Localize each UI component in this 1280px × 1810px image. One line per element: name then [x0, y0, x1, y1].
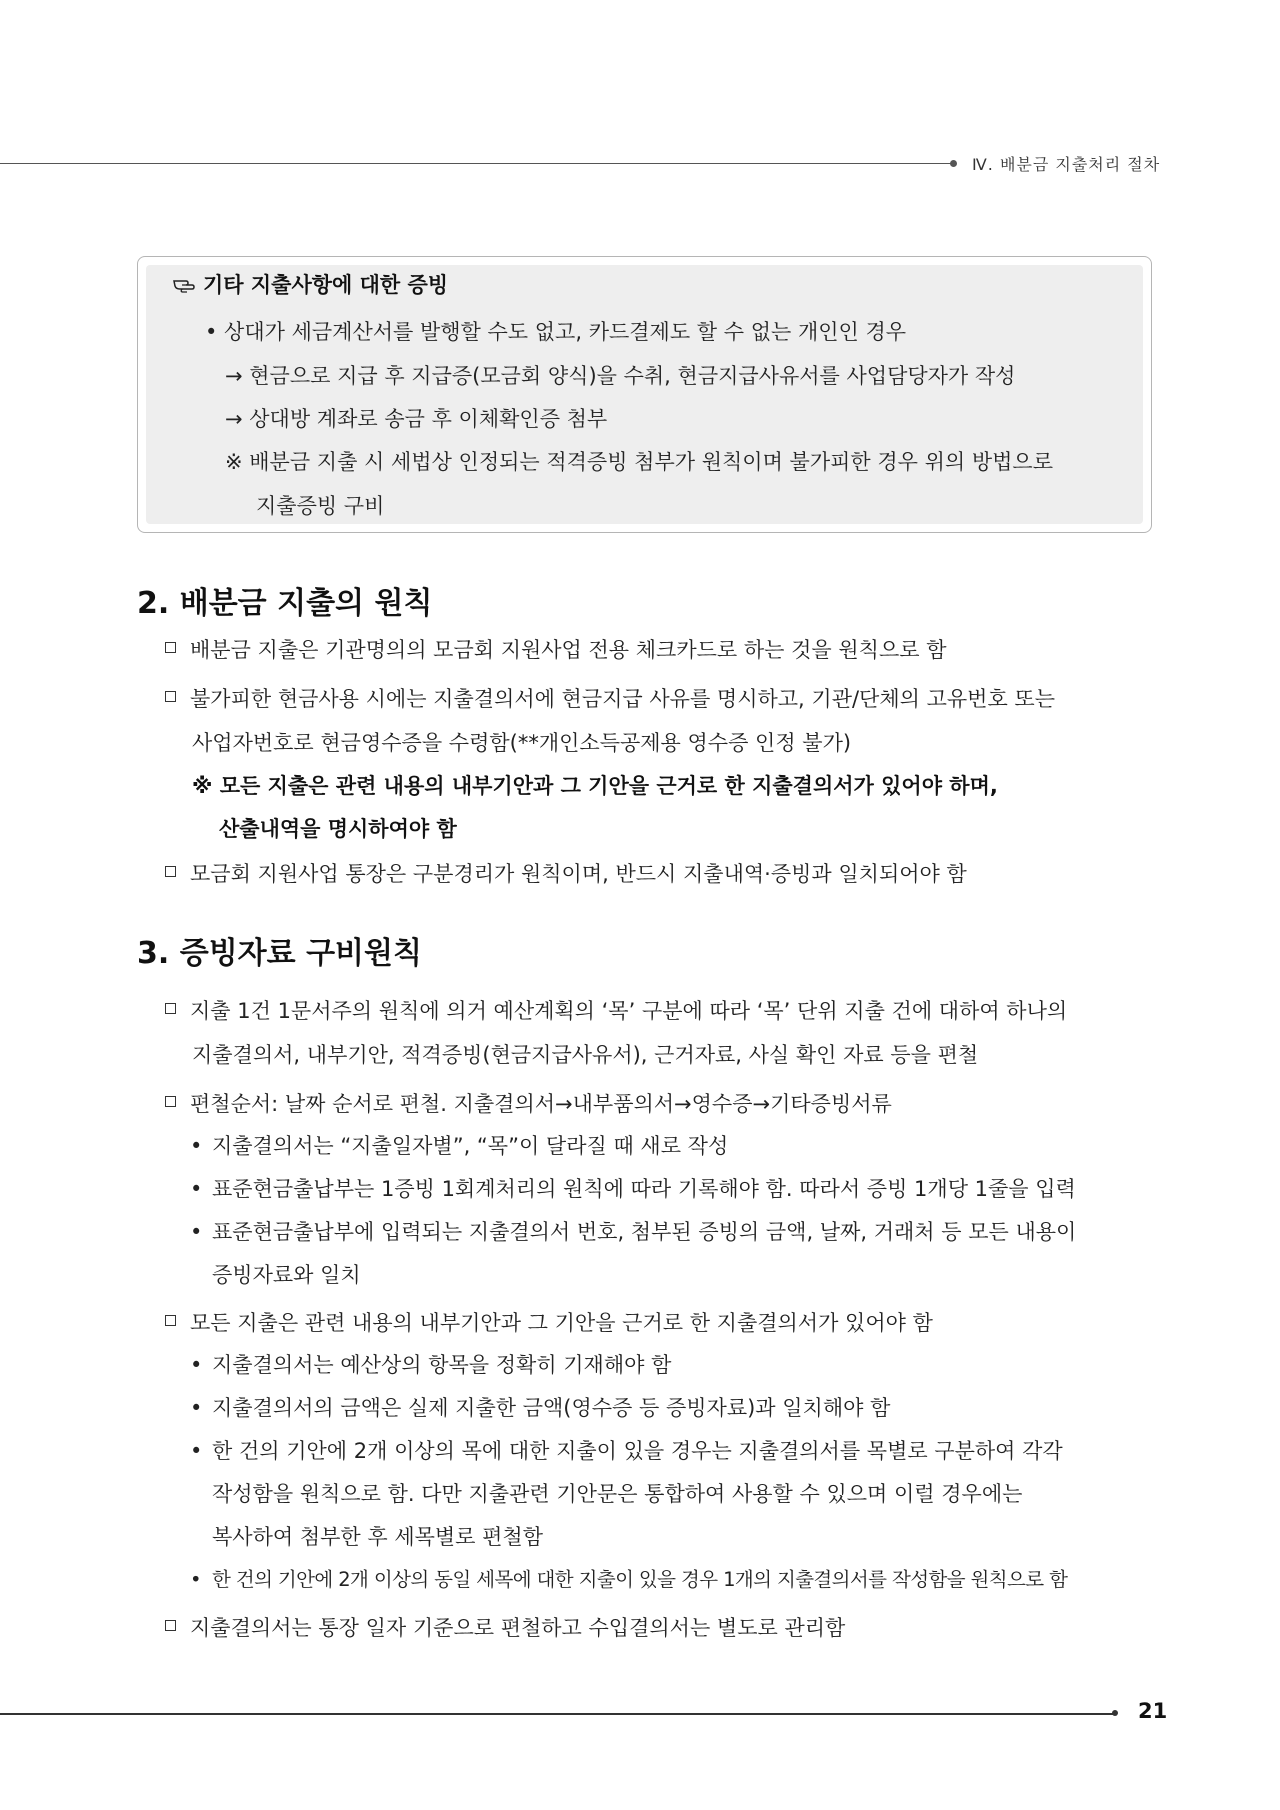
sub-item: • 한 건의 기안에 2개 이상의 목에 대한 지출이 있을 경우는 지출결의서를 목별로 구분하여 각각: [190, 1439, 1063, 1463]
square-bullet-icon: [165, 1003, 176, 1014]
square-bullet-icon: [165, 691, 176, 702]
list-item-continuation: 지출결의서, 내부기안, 적격증빙(현금지급사유서), 근거자료, 사실 확인 자료 등을 편철: [192, 1043, 979, 1067]
sub-item: • 표준현금출납부는 1증빙 1회계처리의 원칙에 따라 기록해야 함. 따라서 증빙 1개당 1줄을 입력: [190, 1177, 1076, 1201]
note-line: 지출증빙 구비: [256, 494, 385, 518]
header-rule: [0, 163, 955, 164]
header-rule-dot: [950, 160, 957, 167]
note-box-background: [146, 265, 1143, 524]
pointing-hand-icon: [172, 275, 198, 295]
sub-item: • 지출결의서는 예산상의 항목을 정확히 기재해야 함: [190, 1353, 672, 1377]
note-box-title: 기타 지출사항에 대한 증빙: [203, 273, 449, 297]
footer-rule-dot: [1112, 1710, 1118, 1716]
list-item: 모금회 지원사업 통장은 구분경리가 원칙이며, 반드시 지출내역·증빙과 일치되어야 함: [165, 858, 967, 888]
list-item: 편철순서: 날짜 순서로 편철. 지출결의서→내부품의서→영수증→기타증빙서류: [165, 1088, 892, 1118]
square-bullet-icon: [165, 866, 176, 877]
list-item: 지출 1건 1문서주의 원칙에 의거 예산계획의 ‘목’ 구분에 따라 ‘목’ 단위 지출 건에 대하여 하나의: [165, 995, 1067, 1025]
section-heading-2: 2. 배분금 지출의 원칙: [137, 586, 433, 621]
list-item: 배분금 지출은 기관명의의 모금회 지원사업 전용 체크카드로 하는 것을 원칙으로 함: [165, 634, 946, 664]
emphasis-note-continuation: 산출내역을 명시하여야 함: [219, 817, 457, 841]
square-bullet-icon: [165, 1096, 176, 1107]
note-line: → 상대방 계좌로 송금 후 이체확인증 첨부: [225, 407, 608, 431]
square-bullet-icon: [165, 1315, 176, 1326]
emphasis-note: ※ 모든 지출은 관련 내용의 내부기안과 그 기안을 근거로 한 지출결의서가 있어야 하며,: [192, 774, 998, 798]
square-bullet-icon: [165, 1620, 176, 1631]
note-line: ※ 배분금 지출 시 세법상 인정되는 적격증빙 첨부가 원칙이며 불가피한 경우 위의 방법으로: [225, 450, 1053, 474]
sub-item: • 표준현금출납부에 입력되는 지출결의서 번호, 첨부된 증빙의 금액, 날짜, 거래처 등 모든 내용이: [190, 1220, 1077, 1244]
footer-rule: [0, 1713, 1115, 1715]
note-line: • 상대가 세금계산서를 발행할 수도 없고, 카드결제도 할 수 없는 개인인 경우: [205, 320, 907, 344]
sub-item: • 지출결의서의 금액은 실제 지출한 금액(영수증 등 증빙자료)과 일치해야 함: [190, 1396, 891, 1420]
sub-item: • 지출결의서는 “지출일자별”, “목”이 달라질 때 새로 작성: [190, 1134, 729, 1158]
sub-item: • 한 건의 기안에 2개 이상의 동일 세목에 대한 지출이 있을 경우 1개의 지출결의서를 작성함을 원칙으로 함: [190, 1568, 1068, 1591]
page-number: 21: [1138, 1699, 1168, 1723]
note-line: → 현금으로 지급 후 지급증(모금회 양식)을 수취, 현금지급사유서를 사업담당자가 작성: [225, 364, 1016, 388]
square-bullet-icon: [165, 642, 176, 653]
sub-item-continuation: 증빙자료와 일치: [212, 1263, 361, 1287]
list-item: 모든 지출은 관련 내용의 내부기안과 그 기안을 근거로 한 지출결의서가 있어야 함: [165, 1307, 933, 1337]
list-item-continuation: 사업자번호로 현금영수증을 수령함(**개인소득공제용 영수증 인정 불가): [192, 731, 852, 755]
chapter-title: Ⅳ. 배분금 지출처리 절차: [972, 155, 1161, 174]
sub-item-continuation: 작성함을 원칙으로 함. 다만 지출관련 기안문은 통합하여 사용할 수 있으며 이럴 경우에는: [212, 1482, 1023, 1506]
list-item: 불가피한 현금사용 시에는 지출결의서에 현금지급 사유를 명시하고, 기관/단체의 고유번호 또는: [165, 683, 1055, 713]
sub-item-continuation: 복사하여 첨부한 후 세목별로 편철함: [212, 1525, 543, 1549]
section-heading-3: 3. 증빙자료 구비원칙: [137, 936, 422, 971]
list-item: 지출결의서는 통장 일자 기준으로 편철하고 수입결의서는 별도로 관리함: [165, 1612, 845, 1642]
